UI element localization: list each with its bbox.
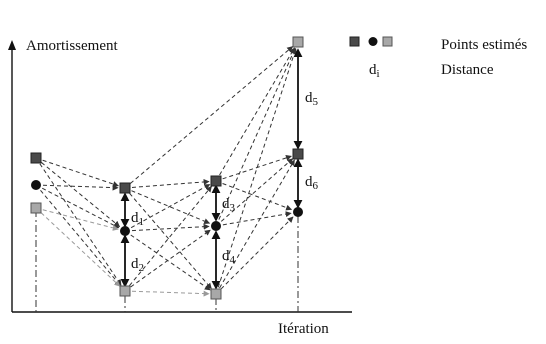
legend-circle [369, 37, 378, 46]
transition-arrows [40, 47, 296, 294]
dark-square-point [211, 176, 221, 186]
axes [8, 38, 352, 337]
transition-arrow [220, 48, 295, 175]
transition-arrow [40, 164, 121, 285]
transition-arrow [219, 48, 295, 219]
circle-point [211, 221, 221, 231]
transition-arrow [41, 190, 121, 285]
circle-point [31, 180, 41, 190]
legend-light-square [383, 37, 392, 46]
transition-arrow [130, 47, 292, 184]
light-square-point [31, 203, 41, 213]
circle-point [293, 207, 303, 217]
distance-label-d2: $d_2$ [131, 256, 144, 274]
y-axis-arrow [8, 40, 16, 50]
distance-arrows [125, 50, 298, 288]
transition-arrow [221, 217, 293, 289]
legend-points-label: Points estimés [441, 37, 528, 53]
light-square-point [211, 289, 221, 299]
dark-square-point [120, 183, 130, 193]
legend [350, 37, 527, 80]
dark-square-point [31, 153, 41, 163]
distance-label-d3: $d_3$ [222, 196, 235, 214]
light-square-point [293, 37, 303, 47]
distance-label-d5: $d_5$ [305, 90, 318, 108]
transition-arrow [43, 210, 118, 229]
transition-arrow [130, 193, 212, 288]
distance-label-d1: $d_1$ [131, 210, 144, 228]
transition-arrow [131, 230, 211, 287]
x-axis-label: Itération [278, 321, 329, 337]
transition-arrow [43, 185, 118, 188]
distance-labels [131, 90, 319, 274]
legend-dark-square [350, 37, 359, 46]
y-axis-label: Amortissement [26, 38, 118, 54]
transition-arrow [132, 291, 209, 294]
transition-arrow [223, 156, 292, 179]
transition-arrow [220, 160, 295, 288]
transition-arrow [132, 182, 209, 188]
transition-arrow [41, 162, 119, 226]
distance-label-d6: $d_6$ [305, 174, 318, 192]
legend-distance-label: Distance [441, 62, 494, 78]
light-square-point [120, 286, 130, 296]
legend-distance-symbol: $d_i$ [369, 62, 380, 80]
transition-arrow [223, 213, 291, 225]
circle-point [120, 226, 130, 236]
dark-square-point [293, 149, 303, 159]
distance-label-d4: $d_4$ [222, 248, 235, 266]
